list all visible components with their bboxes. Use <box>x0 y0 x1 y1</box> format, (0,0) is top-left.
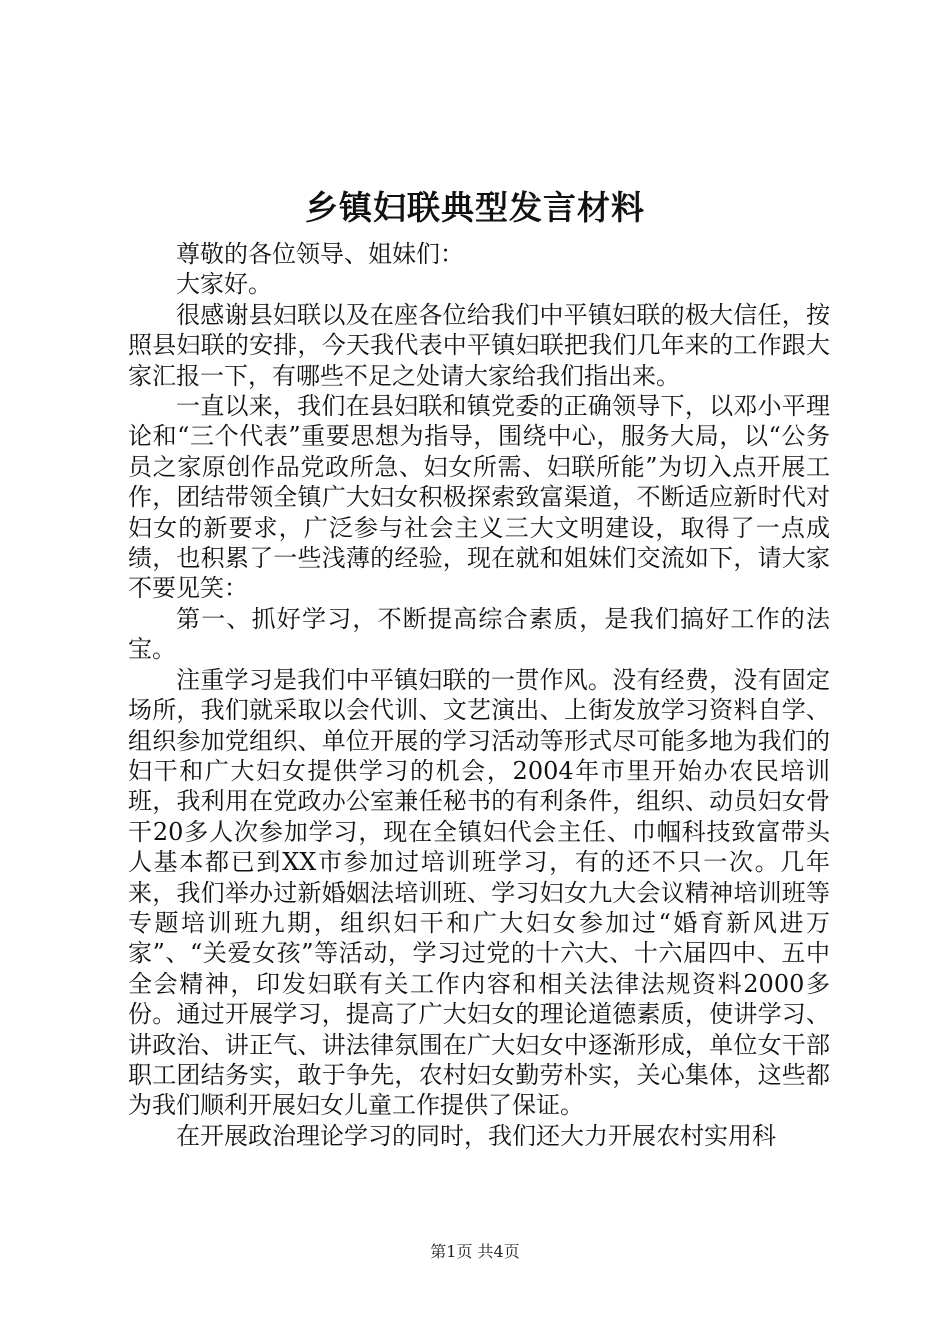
paragraph-study: 注重学习是我们中平镇妇联的一贯作风。没有经费，没有固定场所，我们就采取以会代训、文艺演出、上街发放学习资料自学、组织参加党组织、单位开展的学习活动等形式尽可能多地为我们的妇干和广大妇女提供学习的机会，2004年市里开始办农民培训班，我利用在党政办公室兼任秘书的有利条件，组织、动员妇女骨干20多人次参加学习，现在全镇妇代会主任、巾帼科技致富带头人基本都已到XX市参加过培训班学习，有的还不只一次。几年来，我们举办过新婚姻法培训班、学习妇女九大会议精神培训班等专题培训班九期，组织妇干和广大妇女参加过“婚育新风进万家”、“关爱女孩”等活动，学习过党的十六大、十六届四中、五中全会精神，印发妇联有关工作内容和相关法律法规资料2000多份。通过开展学习，提高了广大妇女的理论道德素质，使讲学习、讲政治、讲正气、讲法律氛围在广大妇女中逐渐形成，单位女干部职工团结务实，敢于争先，农村妇女勤劳朴实，关心集体，这些都为我们顺利开展妇女儿童工作提供了保证。 <box>128 665 830 1120</box>
paragraph-intro: 很感谢县妇联以及在座各位给我们中平镇妇联的极大信任，按照县妇联的安排，今天我代表中平镇妇联把我们几年来的工作跟大家汇报一下，有哪些不足之处请大家给我们指出来。 <box>128 300 830 390</box>
document-title: 乡镇妇联典型发言材料 <box>305 188 645 227</box>
paragraph-continued: 在开展政治理论学习的同时，我们还大力开展农村实用科 <box>176 1121 776 1150</box>
page-number-footer: 第1页 共4页 <box>430 1242 520 1261</box>
paragraph-overview: 一直以来，我们在县妇联和镇党委的正确领导下，以邓小平理论和“三个代表”重要思想为指导，围绕中心，服务大局，以“公务员之家原创作品党政所急、妇女所需、妇联所能”为切入点开展工作，团结带领全镇广大妇女积极探索致富渠道，不断适应新时代对妇女的新要求，广泛参与社会主义三大文明建设，取得了一点成绩，也积累了一些浅薄的经验，现在就和姐妹们交流如下，请大家不要见笑： <box>128 392 830 603</box>
paragraph-section-heading: 第一、抓好学习，不断提高综合素质，是我们搞好工作的法宝。 <box>128 604 830 664</box>
document-body <box>128 239 830 1151</box>
paragraph-greeting: 大家好。 <box>176 270 272 299</box>
paragraph-salutation: 尊敬的各位领导、姐妹们： <box>176 240 464 268</box>
